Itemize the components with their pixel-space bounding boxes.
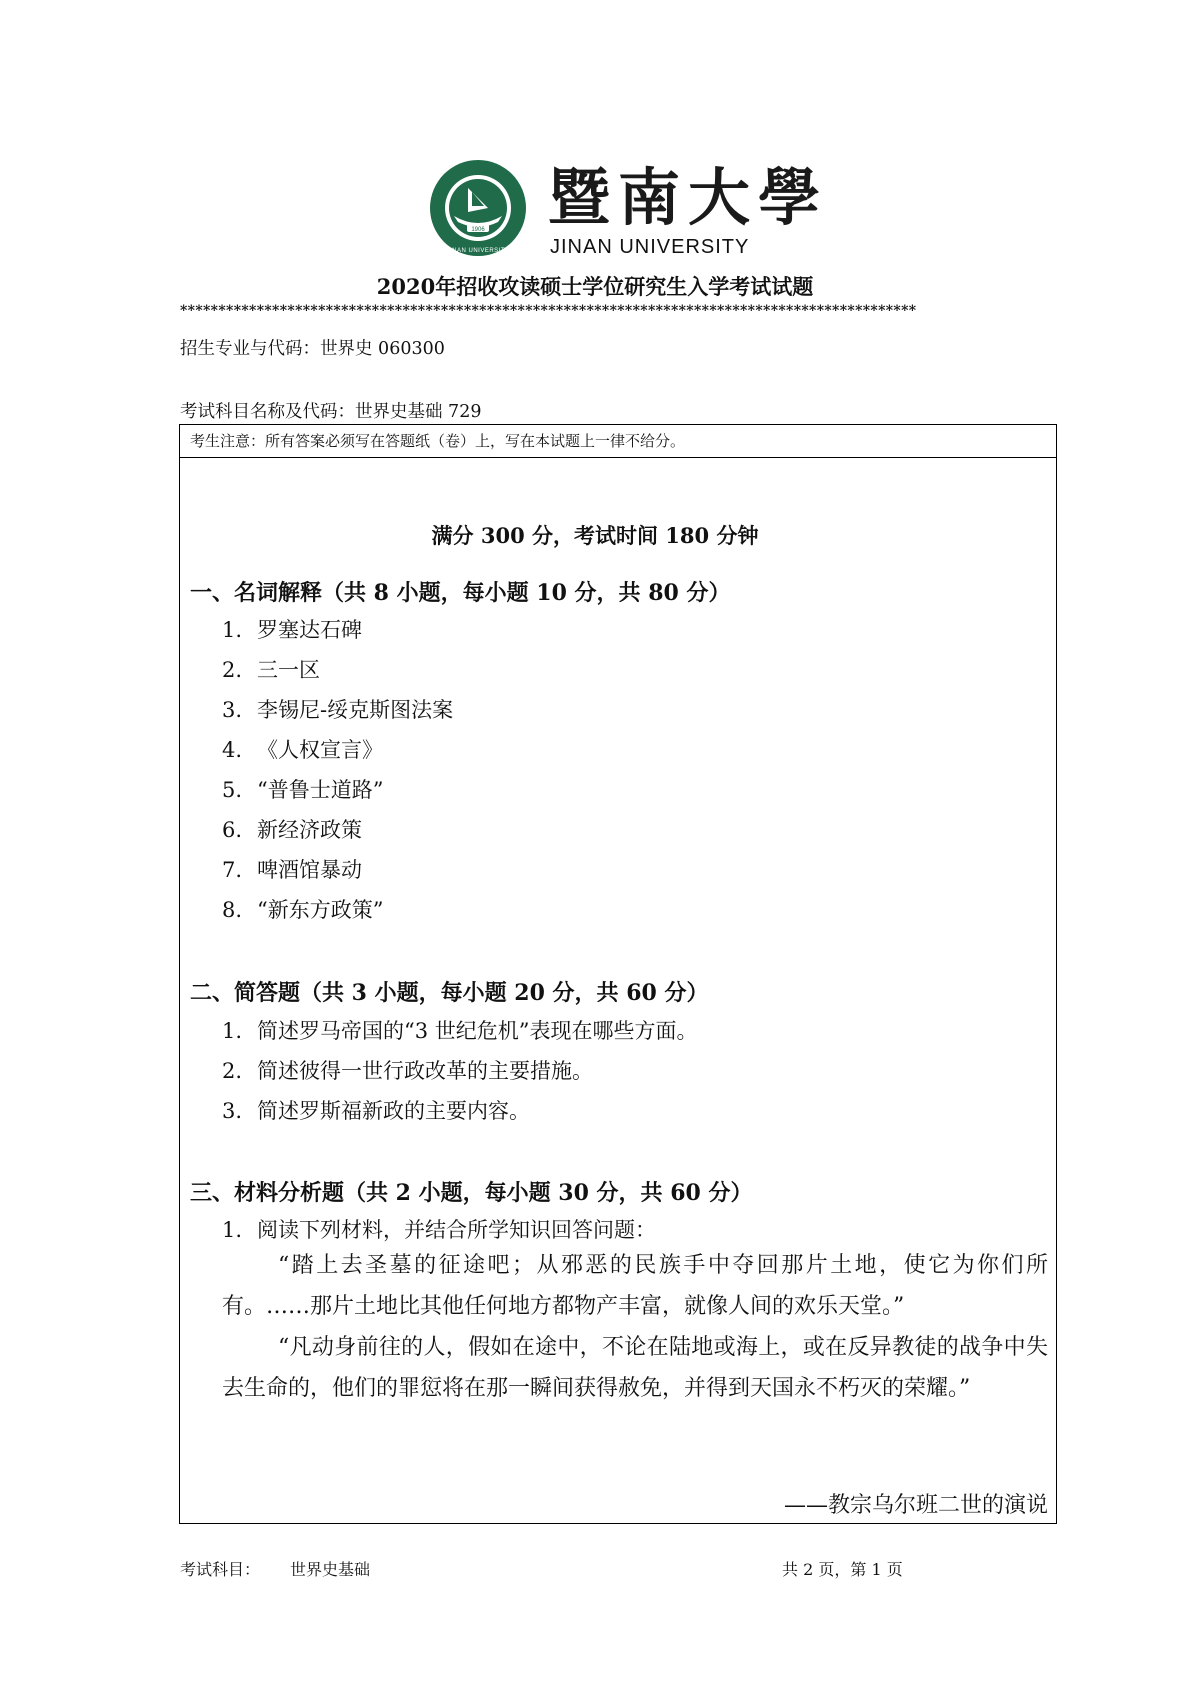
notice-divider bbox=[179, 457, 1057, 458]
question-item: 1. 阅读下列材料，并结合所学知识回答问题： bbox=[222, 1218, 656, 1242]
svg-text:JINAN UNIVERSITY: JINAN UNIVERSITY bbox=[446, 248, 510, 254]
question-item: 3. 简述罗斯福新政的主要内容。 bbox=[222, 1099, 530, 1123]
question-item: 5. “普鲁士道路” bbox=[222, 778, 384, 802]
major-and-code: 招生专业与代码：世界史 060300 bbox=[180, 339, 445, 359]
subject-name-and-code: 考试科目名称及代码：世界史基础 729 bbox=[180, 402, 482, 422]
score-and-time: 满分 300 分，考试时间 180 分钟 bbox=[431, 523, 759, 548]
question-item: 4. 《人权宣言》 bbox=[222, 738, 383, 762]
footer-subject: 考试科目： 世界史基础 bbox=[180, 1560, 371, 1579]
material-quote-1: “踏上去圣墓的征途吧；从邪恶的民族手中夺回那片土地，使它为你们所有。……那片土地比其他任何地方都物产丰富，就像人间的欢乐天堂。” bbox=[222, 1253, 1048, 1319]
footer-page-info: 共 2 页，第 1 页 bbox=[782, 1560, 903, 1579]
section-title-terms: 一、名词解释（共 8 小题，每小题 10 分，共 80 分） bbox=[190, 580, 731, 606]
university-name-english: JINAN UNIVERSITY bbox=[550, 236, 750, 258]
star-divider: ************************************************************************************************ bbox=[180, 303, 917, 319]
question-item: 8. “新东方政策” bbox=[222, 898, 384, 922]
question-item: 2. 简述彼得一世行政改革的主要措施。 bbox=[222, 1059, 593, 1083]
candidate-notice: 考生注意：所有答案必须写在答题纸（卷）上，写在本试题上一律不给分。 bbox=[190, 432, 686, 450]
question-item: 2. 三一区 bbox=[222, 658, 320, 682]
question-item: 7. 啤酒馆暴动 bbox=[222, 858, 362, 882]
material-source: ——教宗乌尔班二世的演说 bbox=[783, 1493, 1048, 1518]
svg-text:1906: 1906 bbox=[471, 227, 485, 233]
question-item: 1. 简述罗马帝国的“3 世纪危机”表现在哪些方面。 bbox=[222, 1019, 698, 1043]
section-title-short-answer: 二、简答题（共 3 小题，每小题 20 分，共 60 分） bbox=[190, 980, 709, 1006]
exam-title: 2020年招收攻读硕士学位研究生入学考试试题 bbox=[376, 274, 814, 299]
section-title-material-analysis: 三、材料分析题（共 2 小题，每小题 30 分，共 60 分） bbox=[190, 1180, 753, 1206]
university-seal-logo bbox=[428, 158, 528, 258]
university-name-chinese: 暨南大學 bbox=[548, 161, 829, 234]
question-item: 6. 新经济政策 bbox=[222, 818, 362, 842]
material-quote-2: “凡动身前往的人，假如在途中，不论在陆地或海上，或在反异教徒的战争中失去生命的，他们的罪愆将在那一瞬间获得赦免，并得到天国永不朽灭的荣耀。” bbox=[222, 1335, 1048, 1401]
question-item: 3. 李锡尼-绥克斯图法案 bbox=[222, 698, 454, 722]
question-item: 1. 罗塞达石碑 bbox=[222, 618, 362, 642]
